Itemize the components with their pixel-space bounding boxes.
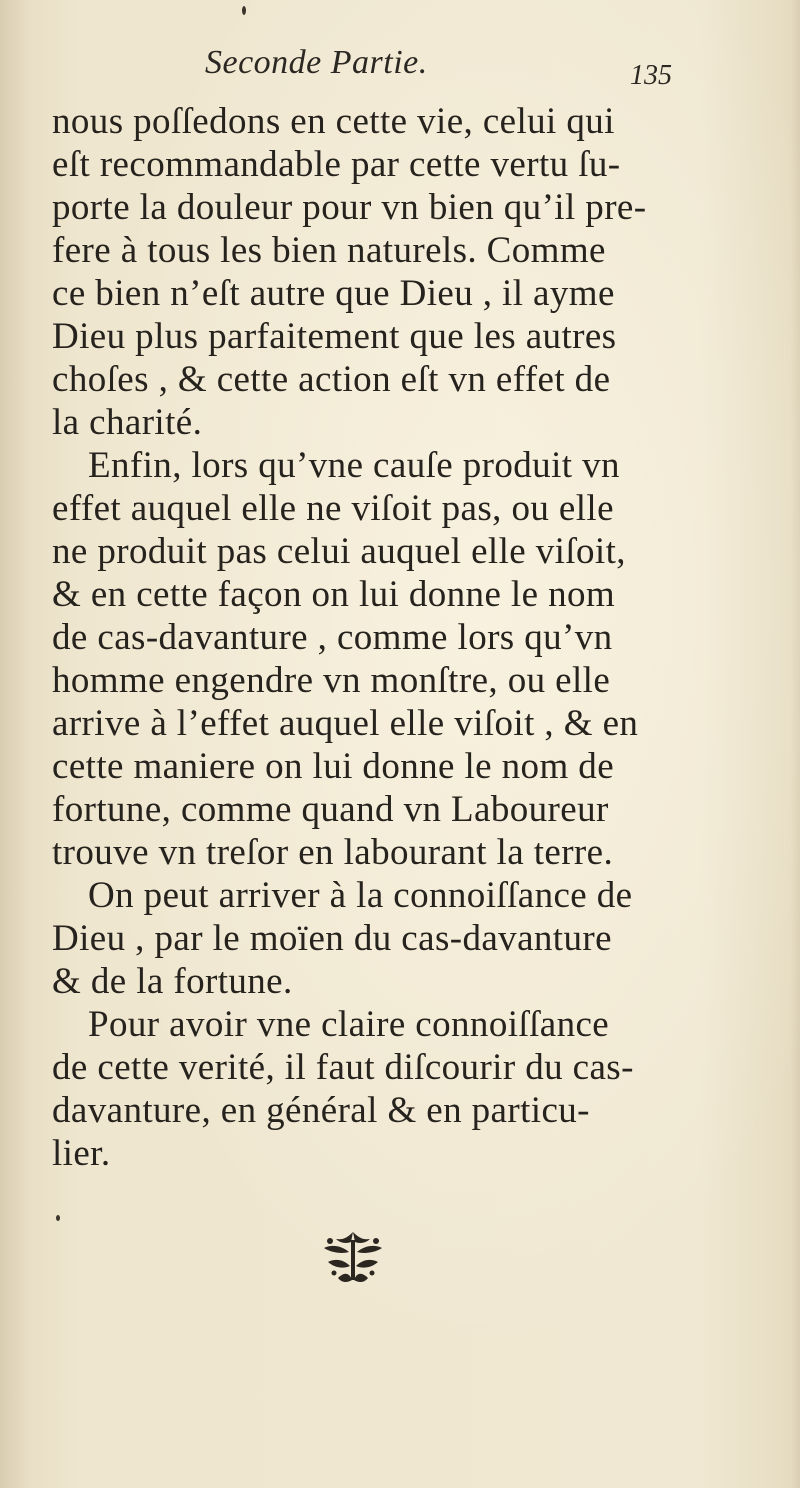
text-line: trouve vn treſor en labourant la terre. [52, 832, 614, 873]
text-line: & en cette façon on lui donne le nom [52, 574, 616, 615]
text-line: homme engendre vn monſtre, ou elle [52, 660, 611, 701]
ink-speck [56, 1215, 60, 1221]
paragraph-start-line: On peut arriver à la connoiſſance de [88, 875, 633, 916]
text-line: choſes , & cette action eſt vn effet de [52, 359, 611, 400]
text-line: nous poſſedons en cette vie, celui qui [52, 101, 615, 142]
paragraph-start-line: Enfin, lors qu’vne cauſe produit vn [88, 445, 620, 486]
paragraph-start-line: Pour avoir vne claire connoiſſance [88, 1004, 610, 1045]
page-header [0, 44, 800, 94]
text-line: de cas-davanture , comme lors qu’vn [52, 617, 613, 658]
text-line: Dieu , par le moïen du cas-davanture [52, 918, 612, 959]
text-line: Dieu plus parfaitement que les autres [52, 316, 617, 357]
text-line: ce bien n’eſt autre que Dieu , il ayme [52, 273, 615, 314]
body-text [52, 100, 732, 1175]
text-line: fortune, comme quand vn Laboureur [52, 789, 609, 830]
text-line: lier. [52, 1133, 111, 1174]
text-line: eſt recommandable par cette vertu ſu- [52, 144, 621, 185]
text-line: effet auquel elle ne viſoit pas, ou elle [52, 488, 614, 529]
text-line: arrive à l’effet auquel elle viſoit , & en [52, 703, 639, 744]
running-title: Seconde Partie. [205, 44, 428, 81]
fleuron-ornament-icon [316, 1228, 390, 1288]
text-line: porte la douleur pour vn bien qu’il pre- [52, 187, 647, 228]
text-line: cette maniere on lui donne le nom de [52, 746, 615, 787]
text-line: de cette verité, il faut diſcourir du cas- [52, 1047, 634, 1088]
ink-speck [242, 6, 246, 15]
text-line: davanture, en général & en particu- [52, 1090, 590, 1131]
page-number: 135 [630, 60, 672, 91]
text-line: & de la fortune. [52, 961, 293, 1002]
text-line: ne produit pas celui auquel elle viſoit, [52, 531, 626, 572]
text-line: la charité. [52, 402, 203, 443]
text-line: fere à tous les bien naturels. Comme [52, 230, 606, 271]
